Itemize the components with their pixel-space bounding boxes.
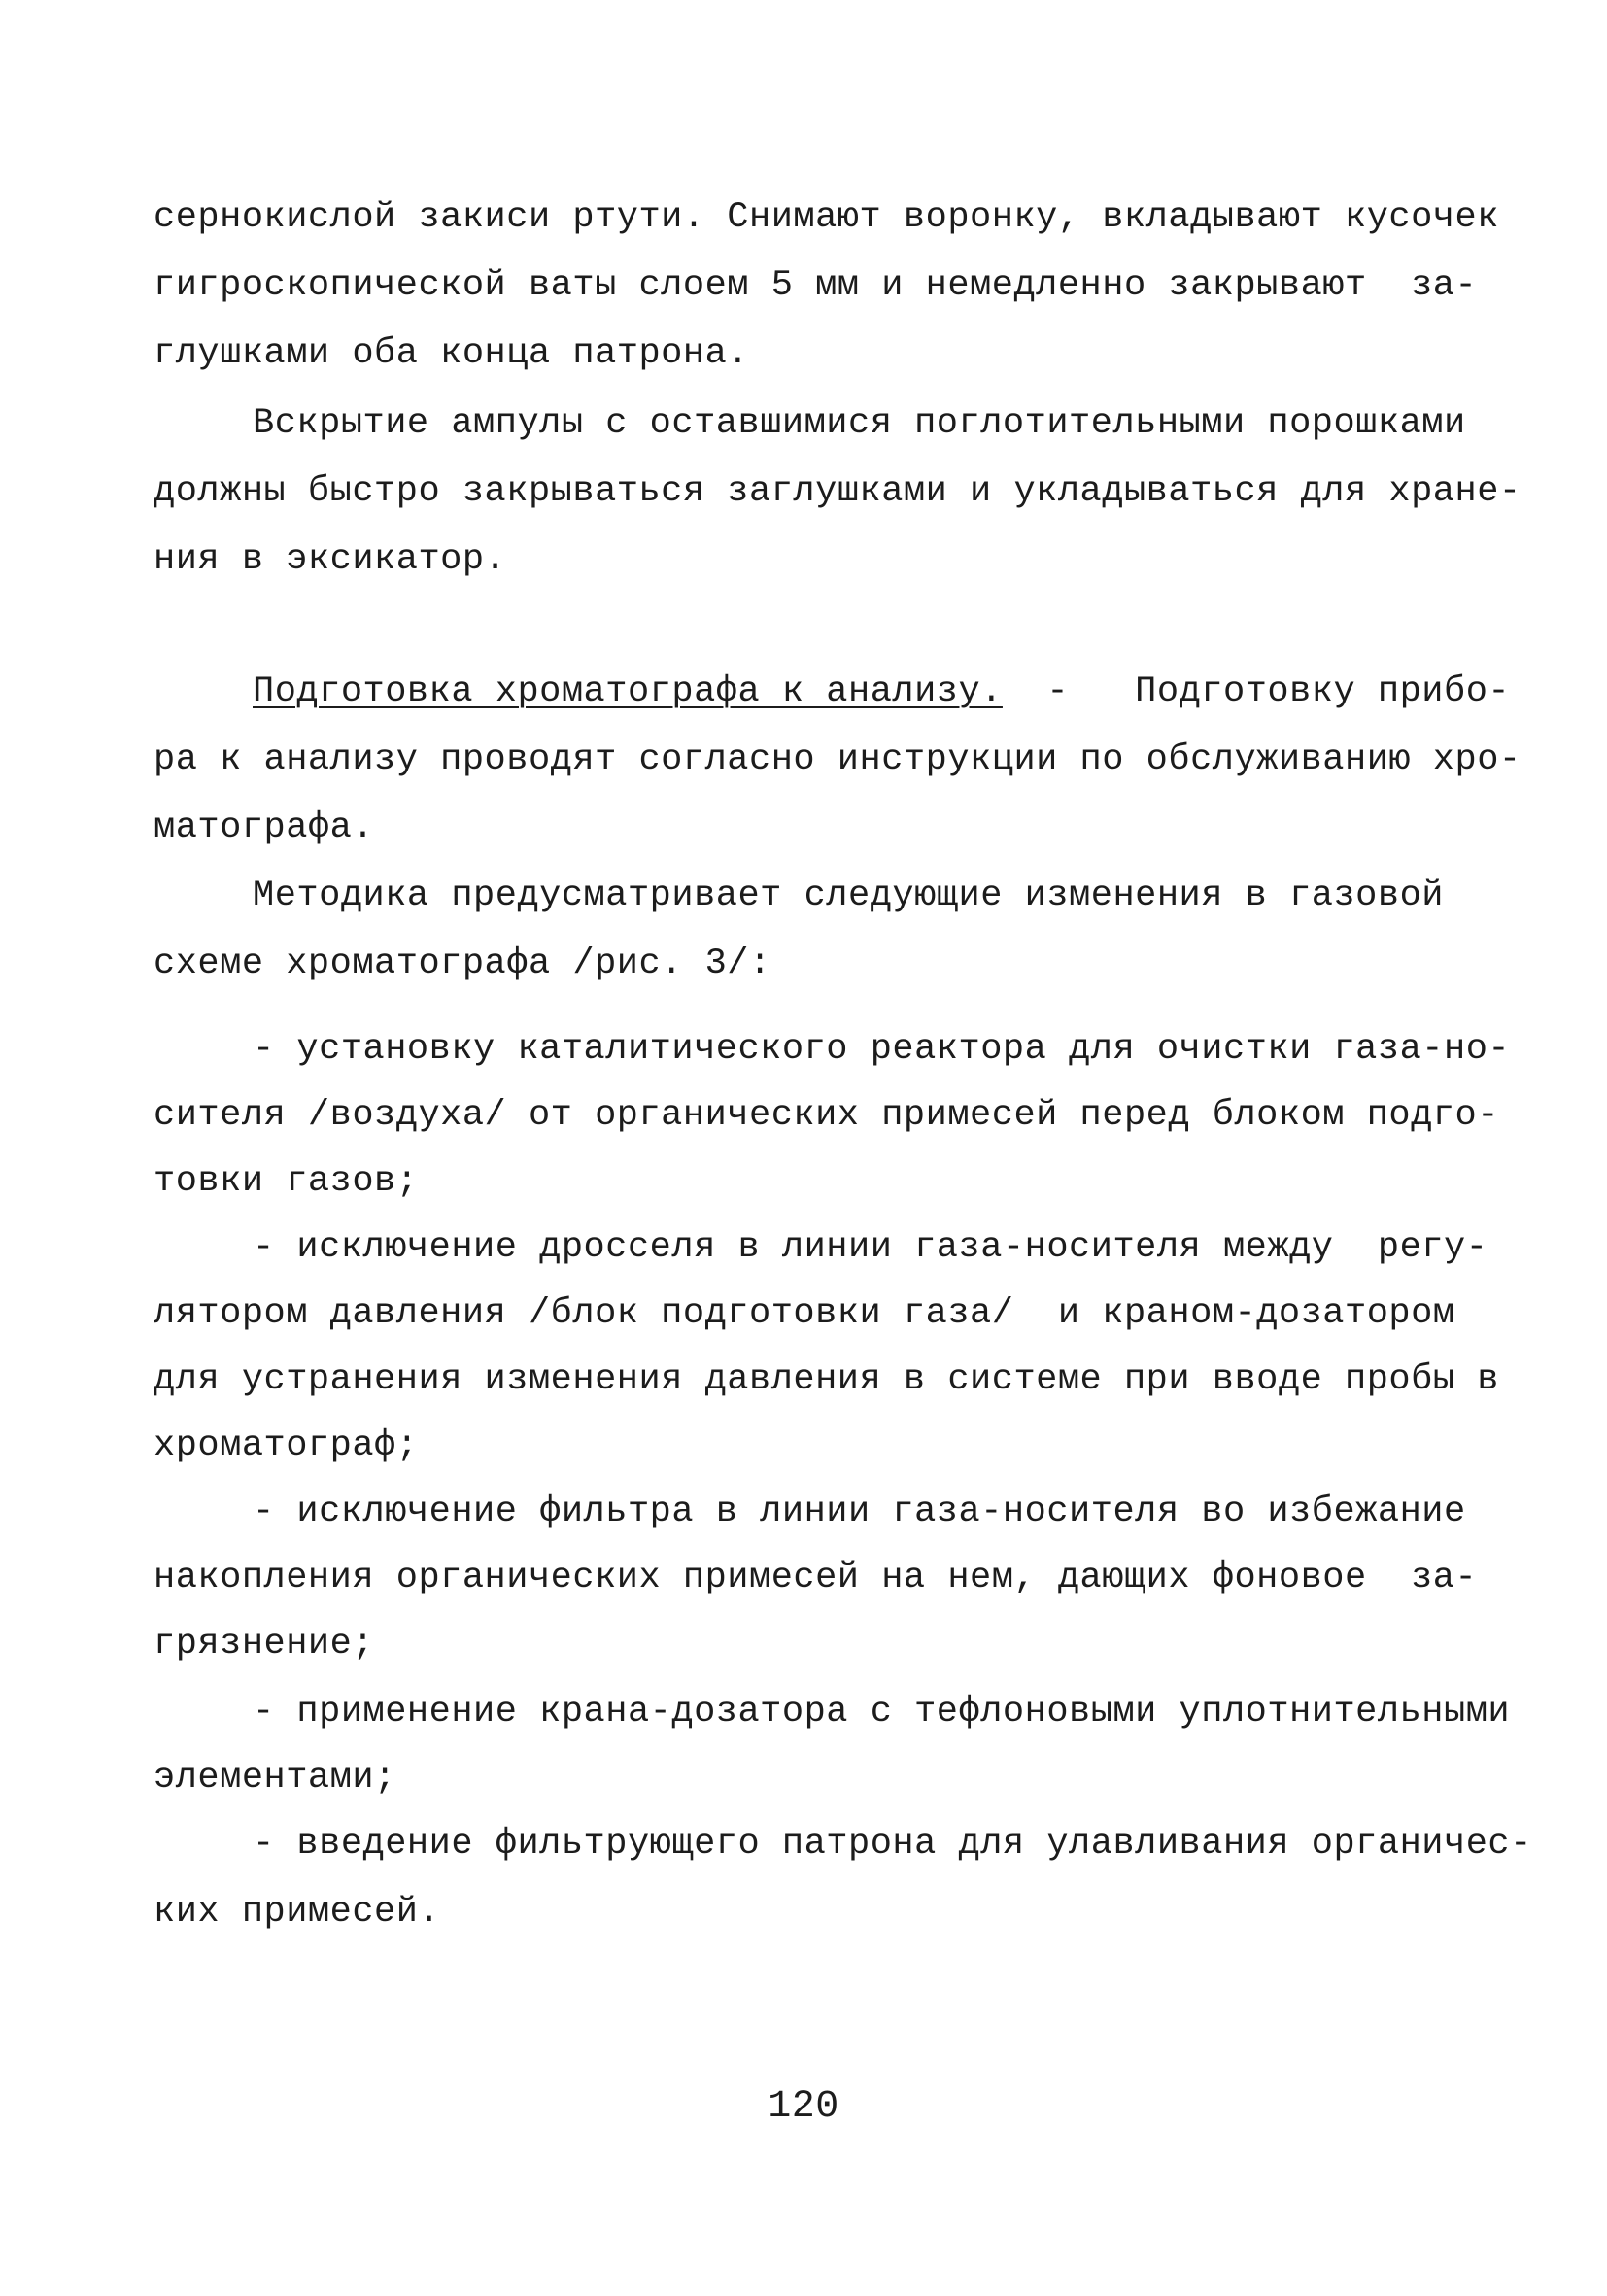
list-item-line: - введение фильтрующего патрона для улавливания органичес- (253, 1824, 1532, 1865)
text-line: схеме хроматографа /рис. 3/: (154, 943, 771, 984)
heading-continuation: - Подготовку прибо- (1002, 671, 1511, 712)
text-line: грязнение; (154, 1624, 375, 1664)
text-line: должны быстро закрываться заглушками и укладываться для хране- (154, 471, 1522, 512)
text-line: товки газов; (154, 1161, 419, 1202)
section-heading-line (253, 671, 1511, 712)
text-line: гигроскопической ваты слоем 5 мм и немедленно закрывают за- (154, 265, 1478, 306)
text-line: сернокислой закиси ртути. Снимают воронку, вкладывают кусочек (154, 197, 1499, 238)
text-line: глушками оба конца патрона. (154, 333, 749, 374)
text-line: для устранения изменения давления в системе при вводе пробы в (154, 1359, 1499, 1400)
text-line: элементами; (154, 1758, 396, 1799)
text-line: лятором давления /блок подготовки газа/ и краном-дозатором (154, 1293, 1455, 1334)
text-line: ких примесей. (154, 1892, 441, 1933)
text-line: хроматограф; (154, 1425, 419, 1466)
paragraph-first-line: Вскрытие ампулы с оставшимися поглотительными порошками (253, 403, 1466, 444)
text-line: сителя /воздуха/ от органических примесей перед блоком подго- (154, 1095, 1499, 1136)
text-line: матографа. (154, 807, 375, 848)
text-line: накопления органических примесей на нем, дающих фоновое за- (154, 1558, 1478, 1598)
list-item-line: - исключение дросселя в линии газа-носителя между регу- (253, 1227, 1488, 1268)
list-item-line: - исключение фильтра в линии газа-носителя во избежание (253, 1491, 1466, 1532)
paragraph-first-line: Методика предусматривает следующие изменения в газовой (253, 875, 1444, 916)
text-line: ния в эксикатор. (154, 539, 507, 580)
list-item-line: - применение крана-дозатора с тефлоновыми уплотнительными (253, 1692, 1511, 1732)
page-number: 120 (768, 2085, 839, 2129)
list-item-line: - установку каталитического реактора для очистки газа-но- (253, 1029, 1511, 1070)
text-line: ра к анализу проводят согласно инструкции по обслуживанию хро- (154, 739, 1522, 780)
section-heading: Подготовка хроматографа к анализу. (253, 671, 1003, 712)
